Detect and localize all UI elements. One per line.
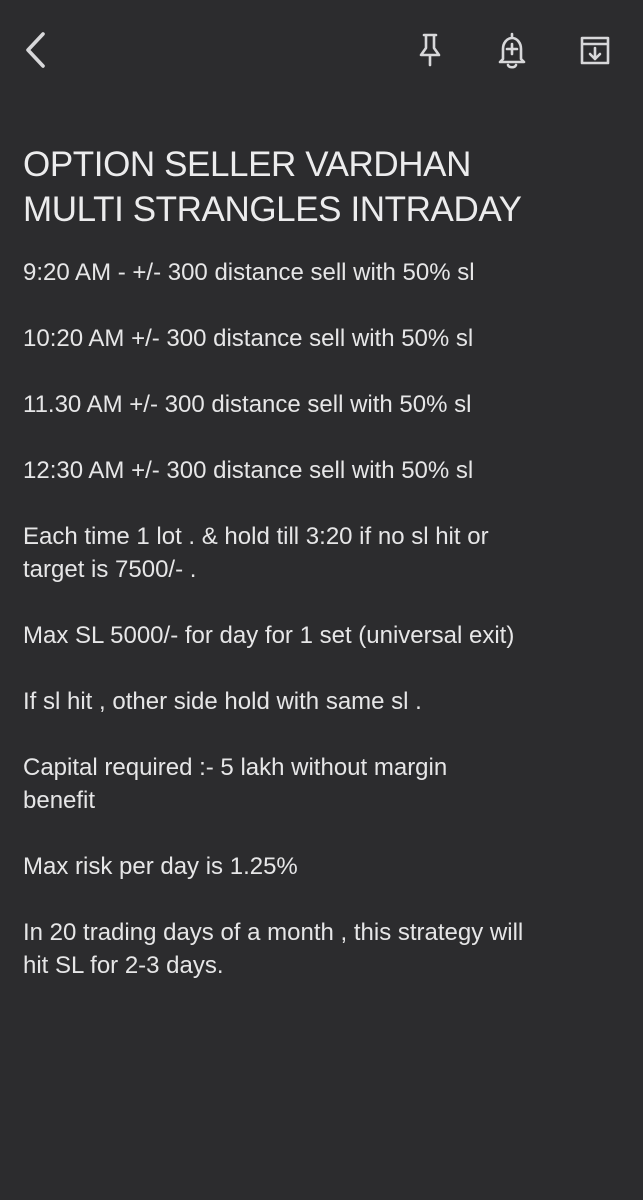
note-toolbar	[0, 0, 643, 100]
archive-button[interactable]	[573, 28, 617, 72]
schedule-item-1: 9:20 AM - +/- 300 distance sell with 50% sl	[23, 259, 475, 286]
note-title: OPTION SELLER VARDHAN MULTI STRANGLES INTRADAY	[23, 145, 522, 229]
stop-loss-hit-rule: If sl hit , other side hold with same sl .	[23, 688, 422, 715]
max-risk-rule: Max risk per day is 1.25%	[23, 853, 298, 880]
pin-icon	[415, 30, 445, 70]
max-stop-loss-rule: Max SL 5000/- for day for 1 set (universal exit)	[23, 622, 515, 649]
bell-plus-icon	[495, 30, 529, 70]
capital-requirement: Capital required :- 5 lakh without margin benefit	[23, 754, 448, 814]
back-button[interactable]	[14, 28, 58, 72]
schedule-item-2: 10:20 AM +/- 300 distance sell with 50% sl	[23, 325, 474, 352]
pin-button[interactable]	[408, 28, 452, 72]
chevron-left-icon	[21, 31, 51, 69]
note-content	[23, 142, 623, 1015]
strategy-note: In 20 trading days of a month , this strategy will hit SL for 2-3 days.	[23, 919, 524, 979]
reminder-button[interactable]	[490, 28, 534, 72]
lot-hold-rule: Each time 1 lot . & hold till 3:20 if no sl hit or target is 7500/- .	[23, 523, 489, 583]
schedule-item-3: 11.30 AM +/- 300 distance sell with 50% sl	[23, 391, 472, 418]
schedule-item-4: 12:30 AM +/- 300 distance sell with 50% sl	[23, 457, 474, 484]
archive-icon	[577, 32, 613, 68]
